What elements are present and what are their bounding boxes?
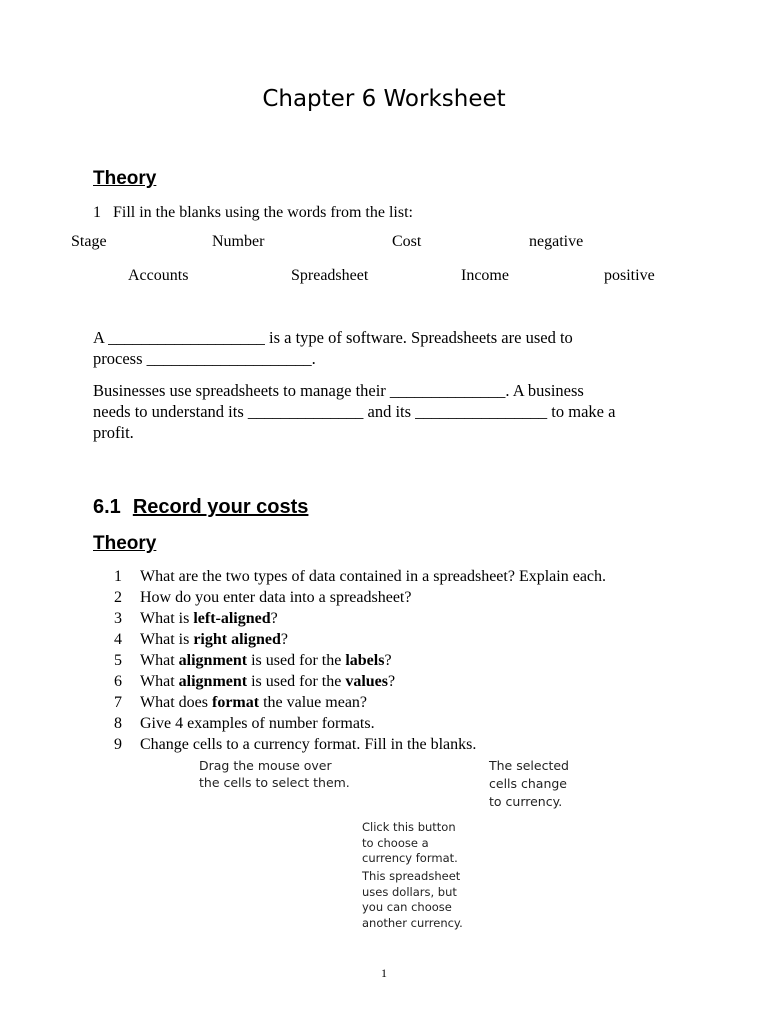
question-text bbox=[140, 587, 411, 608]
question-item bbox=[114, 692, 606, 713]
section-title: Record your costs bbox=[132, 496, 309, 518]
callout-selected bbox=[489, 757, 569, 811]
question-number: 6 bbox=[114, 673, 122, 690]
callout-line: currency format. bbox=[362, 851, 458, 865]
bold-term: right aligned bbox=[193, 631, 281, 648]
word-accounts: Accounts bbox=[128, 267, 189, 284]
question-text bbox=[140, 608, 278, 629]
question-number: 7 bbox=[114, 694, 122, 711]
word-negative: negative bbox=[529, 233, 584, 250]
question-text bbox=[140, 713, 375, 734]
question-number: 1 bbox=[93, 204, 101, 221]
paragraph-line: profit. bbox=[93, 423, 134, 442]
question-text bbox=[140, 629, 288, 650]
section-heading bbox=[93, 496, 308, 519]
question-number: 1 bbox=[114, 568, 122, 585]
question-item bbox=[114, 650, 606, 671]
word-stage: Stage bbox=[71, 233, 107, 250]
question-number: 9 bbox=[114, 736, 122, 753]
callout-click-button bbox=[362, 820, 458, 867]
theory-heading-2: Theory bbox=[93, 533, 157, 554]
callout-line: cells change bbox=[489, 776, 567, 791]
callout-line: to choose a bbox=[362, 835, 429, 850]
fill-in-paragraph-2 bbox=[93, 380, 683, 443]
question-item bbox=[114, 629, 606, 650]
callout-line: Click this button bbox=[362, 820, 456, 834]
question-number: 2 bbox=[114, 589, 122, 606]
paragraph-line: process ____________________. bbox=[93, 349, 316, 368]
text-segment: is used for the bbox=[247, 652, 346, 669]
question-item bbox=[114, 734, 606, 755]
question-list bbox=[114, 566, 606, 755]
callout-line: another currency. bbox=[362, 915, 463, 930]
bold-term: values bbox=[345, 673, 388, 690]
word-spreadsheet: Spreadsheet bbox=[291, 267, 369, 284]
text-segment: ? bbox=[384, 652, 392, 669]
fill-in-paragraph-1 bbox=[93, 327, 683, 369]
word-income: Income bbox=[461, 267, 509, 284]
paragraph-line: needs to understand its ______________ and its ________________ to make a bbox=[93, 402, 616, 421]
text-segment: Give 4 examples of number formats. bbox=[140, 715, 375, 732]
question-text: Fill in the blanks using the words from the list: bbox=[113, 204, 413, 221]
bold-term: alignment bbox=[178, 673, 248, 690]
text-segment: is used for the bbox=[247, 673, 346, 690]
question-item bbox=[114, 587, 606, 608]
callout-line: Drag the mouse over bbox=[199, 758, 332, 773]
bold-term: format bbox=[211, 694, 260, 711]
page-number: 1 bbox=[381, 966, 387, 980]
text-segment: What are the two types of data contained in a spreadsheet? Explain each. bbox=[140, 568, 607, 585]
theory-heading: Theory bbox=[93, 168, 157, 189]
text-segment: What does bbox=[140, 694, 212, 711]
callout-line: you can choose bbox=[362, 900, 452, 914]
text-segment: the value mean? bbox=[259, 694, 368, 711]
word-positive: positive bbox=[604, 267, 655, 284]
callout-line: uses dollars, but bbox=[362, 884, 457, 899]
bold-term: alignment bbox=[178, 652, 248, 669]
text-segment: ? bbox=[280, 631, 288, 648]
question-number: 5 bbox=[114, 652, 122, 669]
bold-term: labels bbox=[345, 652, 385, 669]
paragraph-line: A ___________________ is a type of software. Spreadsheets are used to bbox=[93, 328, 573, 347]
text-segment: What bbox=[140, 673, 179, 690]
question-number: 8 bbox=[114, 715, 122, 732]
word-number: Number bbox=[212, 233, 265, 250]
callout-dollars bbox=[362, 869, 463, 931]
worksheet-title: Chapter 6 Worksheet bbox=[262, 86, 506, 112]
question-text bbox=[140, 671, 395, 692]
question-item bbox=[114, 566, 606, 587]
text-segment: Change cells to a currency format. Fill in the blanks. bbox=[140, 736, 477, 753]
question-number: 3 bbox=[114, 610, 122, 627]
callout-line: This spreadsheet bbox=[362, 869, 461, 883]
question-item bbox=[114, 671, 606, 692]
callout-drag bbox=[199, 757, 350, 791]
question-item bbox=[114, 608, 606, 629]
bold-term: left-aligned bbox=[193, 610, 271, 627]
callout-line: The selected bbox=[489, 758, 569, 773]
question-text bbox=[140, 650, 392, 671]
callout-line: to currency. bbox=[489, 794, 563, 809]
text-segment: How do you enter data into a spreadsheet? bbox=[140, 589, 412, 606]
text-segment: What bbox=[140, 652, 179, 669]
text-segment: ? bbox=[387, 673, 396, 690]
question-text bbox=[140, 734, 476, 755]
callout-line: the cells to select them. bbox=[199, 775, 350, 790]
text-segment: ? bbox=[270, 610, 278, 627]
section-number: 6.1 bbox=[93, 496, 121, 518]
text-segment: What is bbox=[140, 631, 194, 648]
paragraph-line: Businesses use spreadsheets to manage their ______________. A business bbox=[93, 381, 584, 400]
word-cost: Cost bbox=[392, 233, 422, 250]
question-item bbox=[114, 713, 606, 734]
question-text bbox=[140, 566, 606, 587]
text-segment: What is bbox=[140, 610, 194, 627]
question-1-intro bbox=[93, 202, 413, 223]
question-number: 4 bbox=[114, 631, 122, 648]
question-text bbox=[140, 692, 367, 713]
